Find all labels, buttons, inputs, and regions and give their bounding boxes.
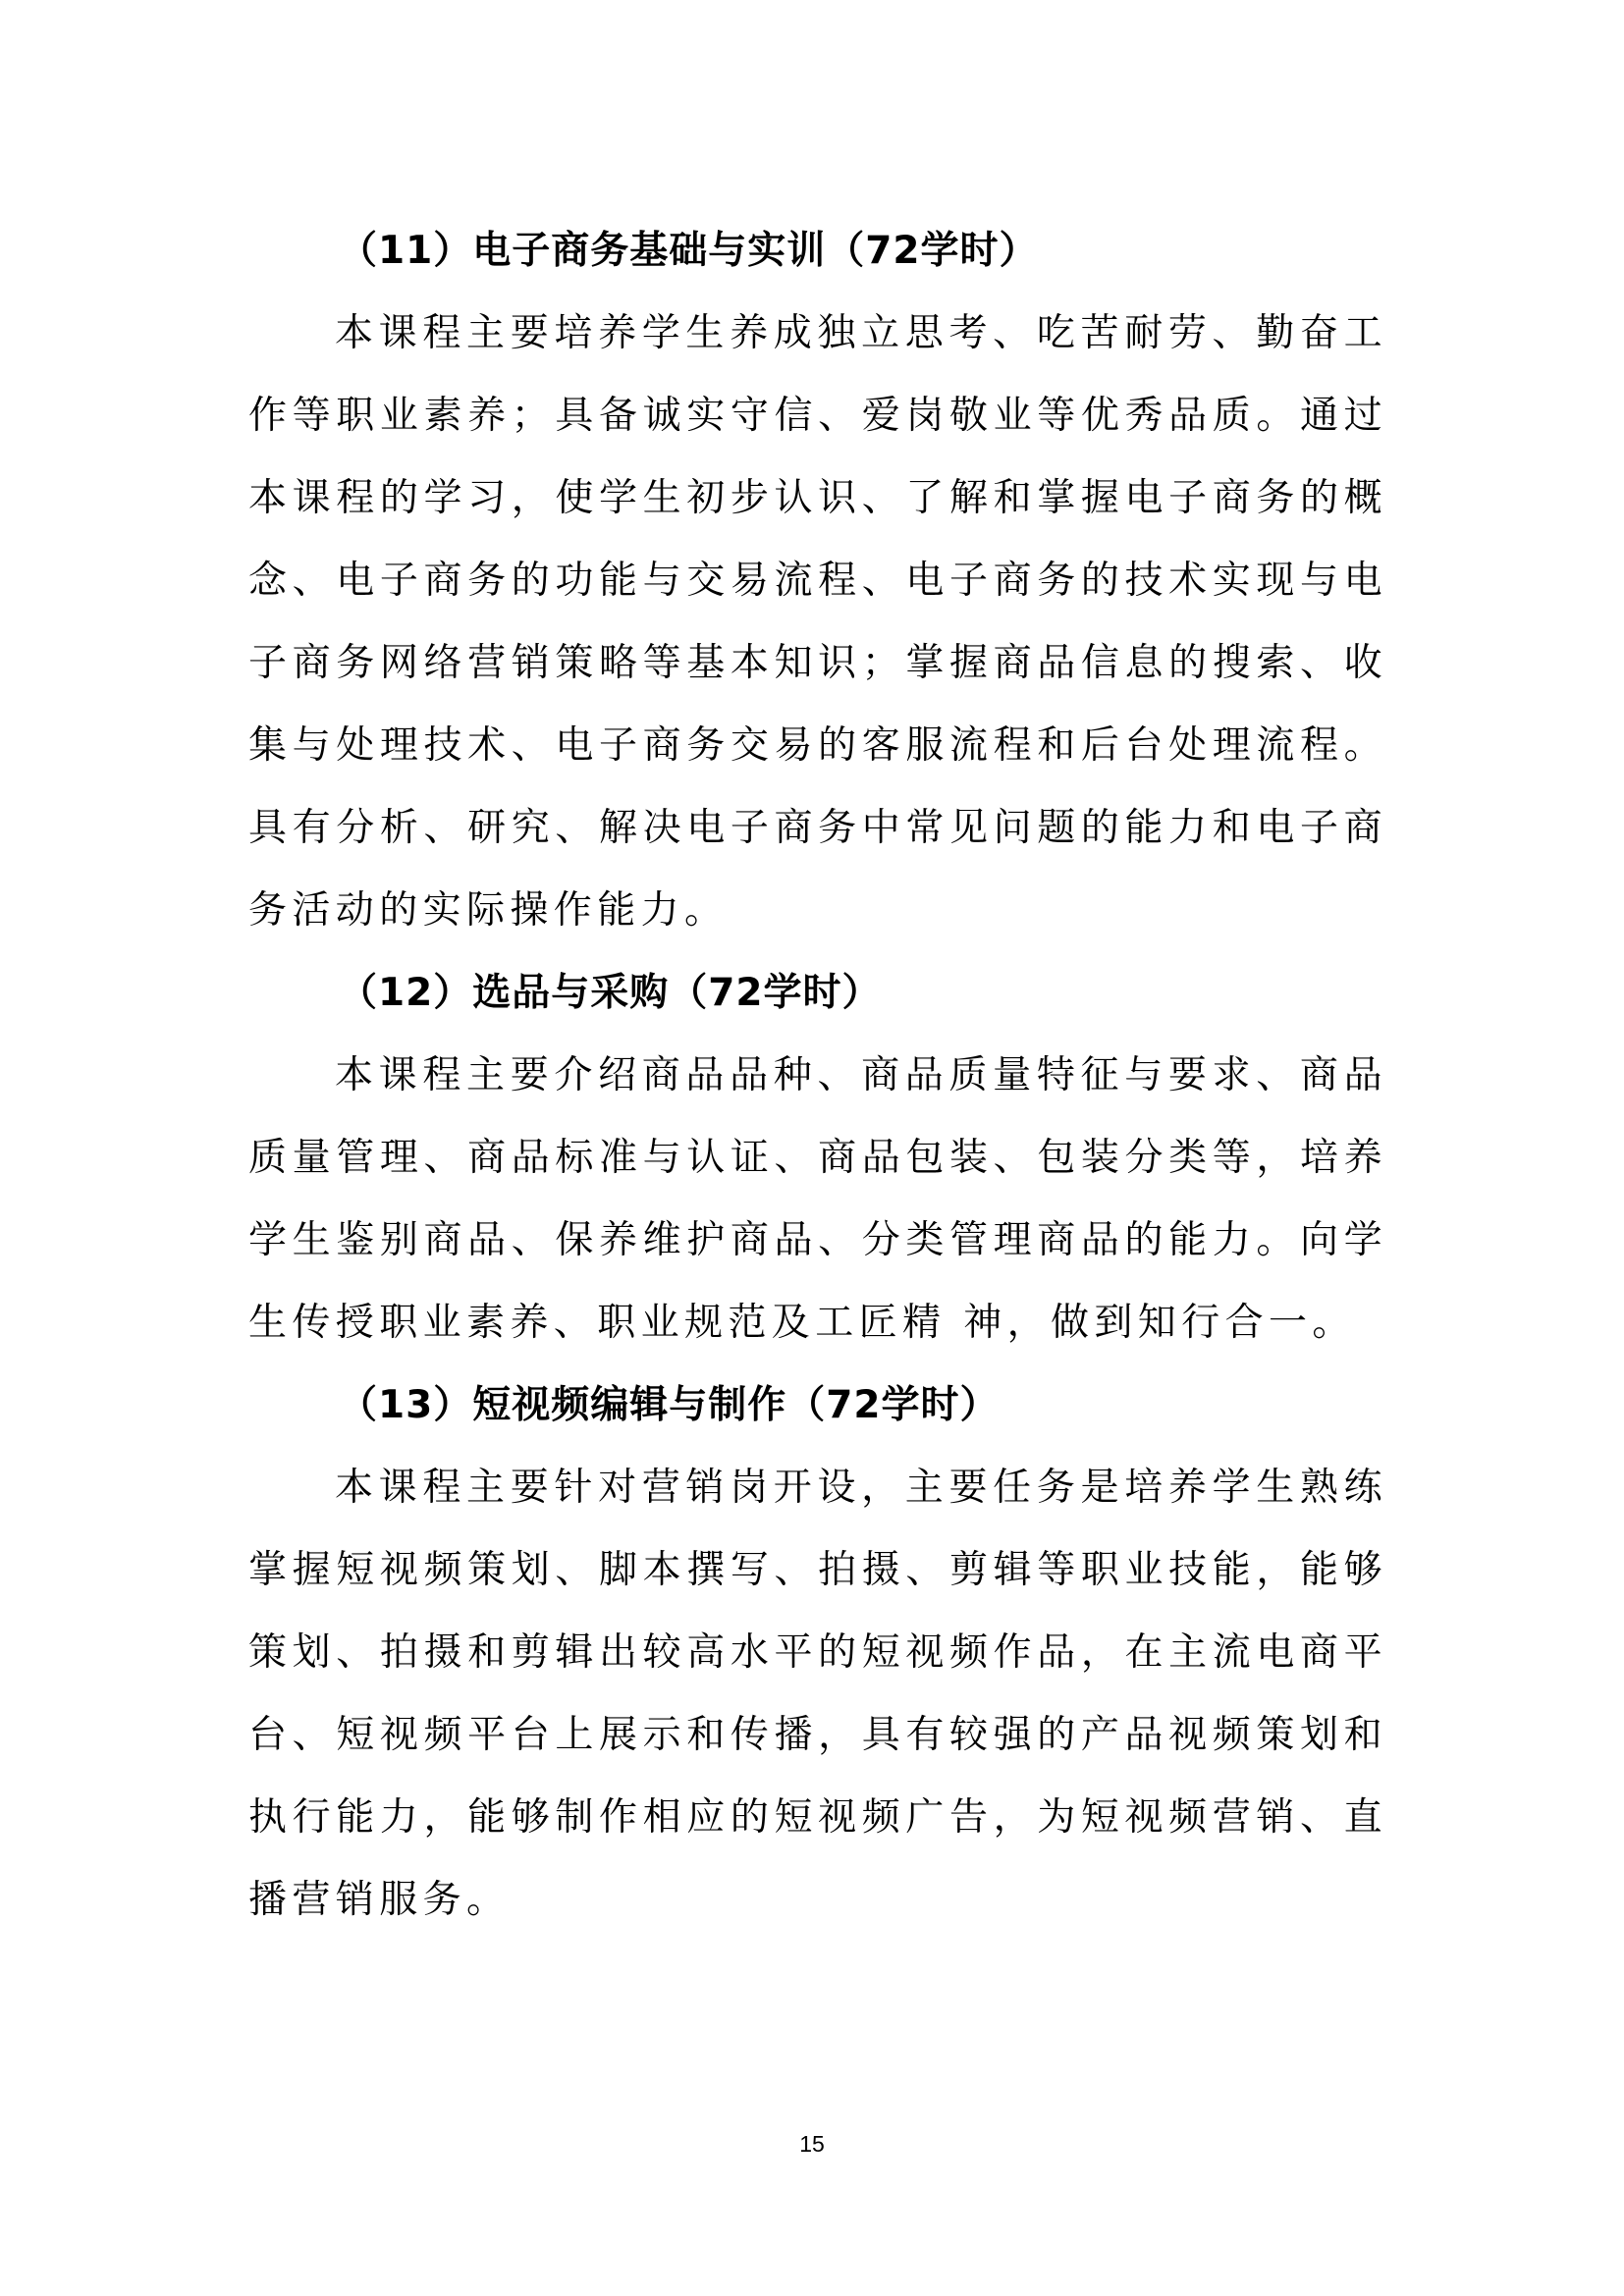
section-heading: （12）选品与采购（72学时） xyxy=(339,971,882,1015)
section-paragraph: 本课程主要针对营销岗开设，主要任务是培养学生熟练掌握短视频策划、脚本撰写、拍摄、剪辑等职业技能，能够策划、拍摄和剪辑出较高水平的短视频作品，在主流电商平台、短视频平台上展示和传播，具有较强的产品视频策划和执行能力，能够制作相应的短视频广告，为短视频营销、直播营销服务。 xyxy=(248,1466,1387,1922)
section-paragraph: 本课程主要介绍商品品种、商品质量特征与要求、商品质量管理、商品标准与认证、商品包装、包装分类等，培养学生鉴别商品、保养维护商品、分类管理商品的能力。向学生传授职业素养、职业规范及工匠精 神，做到知行合一。 xyxy=(248,1053,1387,1345)
section-13 xyxy=(248,1364,1387,1942)
section-11 xyxy=(248,210,1387,952)
section-paragraph: 本课程主要培养学生养成独立思考、吃苦耐劳、勤奋工作等职业素养；具备诚实守信、爱岗敬业等优秀品质。通过本课程的学习，使学生初步认识、了解和掌握电子商务的概念、电子商务的功能与交易流程、电子商务的技术实现与电子商务网络营销策略等基本知识；掌握商品信息的搜索、收集与处理技术、电子商务交易的客服流程和后台处理流程。具有分析、研究、解决电子商务中常见问题的能力和电子商务活动的实际操作能力。 xyxy=(248,311,1387,933)
section-heading: （13）短视频编辑与制作（72学时） xyxy=(339,1383,1000,1427)
section-12 xyxy=(248,952,1387,1364)
text-block xyxy=(248,210,1387,1942)
page-number: 15 xyxy=(799,2131,825,2157)
section-heading: （11）电子商务基础与实训（72学时） xyxy=(339,229,1039,273)
